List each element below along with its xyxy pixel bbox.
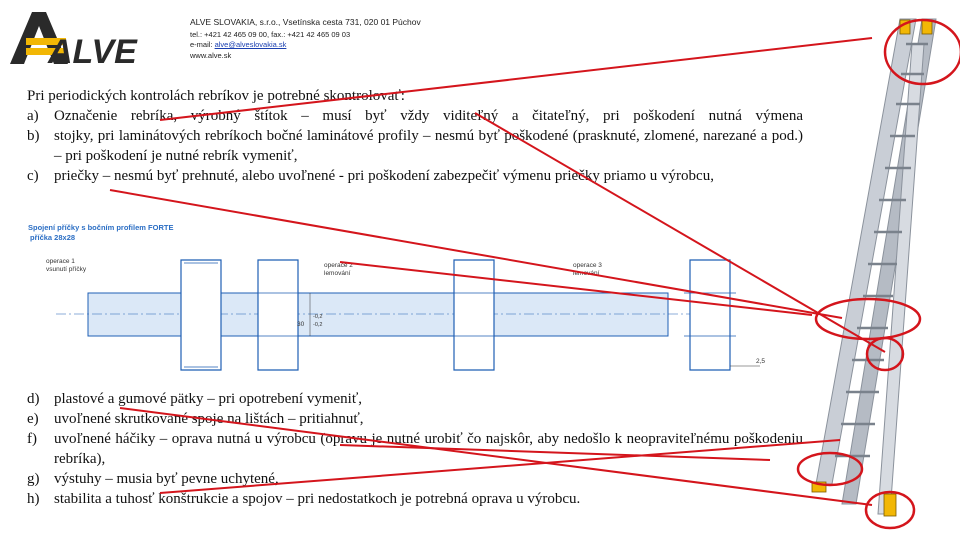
list-item-e: [27, 409, 803, 429]
company-address: ALVE SLOVAKIA, s.r.o., Vsetínska cesta 731, 020 01 Púchov: [190, 17, 421, 27]
item-letter: a): [27, 108, 39, 124]
op1-label: operace 1: [46, 258, 75, 265]
item-letter: e): [27, 411, 39, 427]
item-text: priečky – nesmú byť prehnuté, alebo uvoľnené - pri poškodení zabezpečiť výmenu priečky priamo u výrobcu,: [54, 168, 714, 184]
dim-30: 30: [297, 321, 305, 328]
item-text: uvoľnené háčiky – oprava nutná u výrobcu (opravu je nutné urobiť čo najskôr, aby nedošlo k neopraviteľnému poškodeniu rebríka),: [54, 431, 803, 467]
item-letter: b): [27, 128, 40, 144]
item-letter: g): [27, 471, 40, 487]
item-text: plastové a gumové pätky – pri opotrebení vymeniť,: [54, 391, 363, 407]
list-item-f: [27, 429, 803, 469]
ladder-hooks-icon: [900, 20, 932, 34]
op1-sublabel: vsunutí příčky: [46, 266, 87, 273]
list-item-g: [27, 469, 803, 489]
company-info: [190, 17, 421, 61]
diagram-title: Spojení příčky s bočním profilem FORTE: [28, 223, 174, 232]
list-item-d: [27, 389, 803, 409]
list-item-h: [27, 489, 803, 509]
item-text: uvoľnené skrutkované spoje na lištách – pritiahnuť,: [54, 411, 364, 427]
alve-logo: [8, 8, 148, 66]
item-letter: h): [27, 491, 40, 507]
list-item-c: [27, 166, 803, 186]
item-letter: f): [27, 431, 37, 447]
list-item-b: [27, 126, 803, 166]
logo-text: ALVE: [48, 33, 137, 66]
ladder-rails: [816, 19, 936, 514]
rung-joint-diagram: [26, 220, 816, 385]
diagram-subtitle: příčka 28x28: [30, 233, 76, 242]
dim-tol-lower: -0,2: [313, 322, 323, 328]
company-phone: tel.: +421 42 465 09 00, fax.: +421 42 465 09 03: [190, 29, 351, 39]
op2-sublabel: lemování: [324, 270, 351, 277]
ladder-illustration: [790, 14, 960, 540]
profile-2: [254, 260, 302, 370]
email-label: e-mail:: [190, 40, 215, 49]
list-item-a: [27, 106, 803, 126]
item-text: stabilita a tuhosť konštrukcie a spojov – pri nedostatkoch je potrebná oprava u výrobcu.: [54, 491, 581, 507]
profile-1: [181, 260, 221, 370]
company-email-line: [190, 40, 421, 51]
checklist-top: [27, 106, 803, 186]
intro-heading: Pri periodických kontrolách rebríkov je potrebné skontrolovať:: [27, 88, 405, 104]
profile-3: [450, 260, 498, 370]
rung-tube: [88, 293, 668, 336]
op3-label: operace 3: [573, 262, 602, 269]
item-letter: c): [27, 168, 39, 184]
op2-label: operace 2: [324, 262, 353, 269]
op3-sublabel: lemování: [573, 270, 600, 277]
email-link[interactable]: alve@alveslovakia.sk: [214, 40, 287, 49]
dim-2-5: 2,5: [756, 358, 766, 365]
profile-4: [684, 260, 736, 370]
item-letter: d): [27, 391, 40, 407]
item-text: Označenie rebríka, výrobný štítok – musí byť vždy viditeľný a čitateľný, pri poškodení nutná výmena: [54, 108, 803, 124]
item-text: výstuhy – musia byť pevne uchytené,: [54, 471, 279, 487]
item-text: stojky, pri laminátových rebríkoch bočné laminátové profily – nesmú byť poškodené (prasknuté, zlomené, narezané a pod.) – pri poškodení je nutné rebrík vymeniť,: [54, 128, 803, 164]
checklist-bottom: [27, 389, 803, 509]
company-web: www.alve.sk: [190, 50, 232, 60]
dim-tol-upper: -0,2: [313, 314, 323, 320]
